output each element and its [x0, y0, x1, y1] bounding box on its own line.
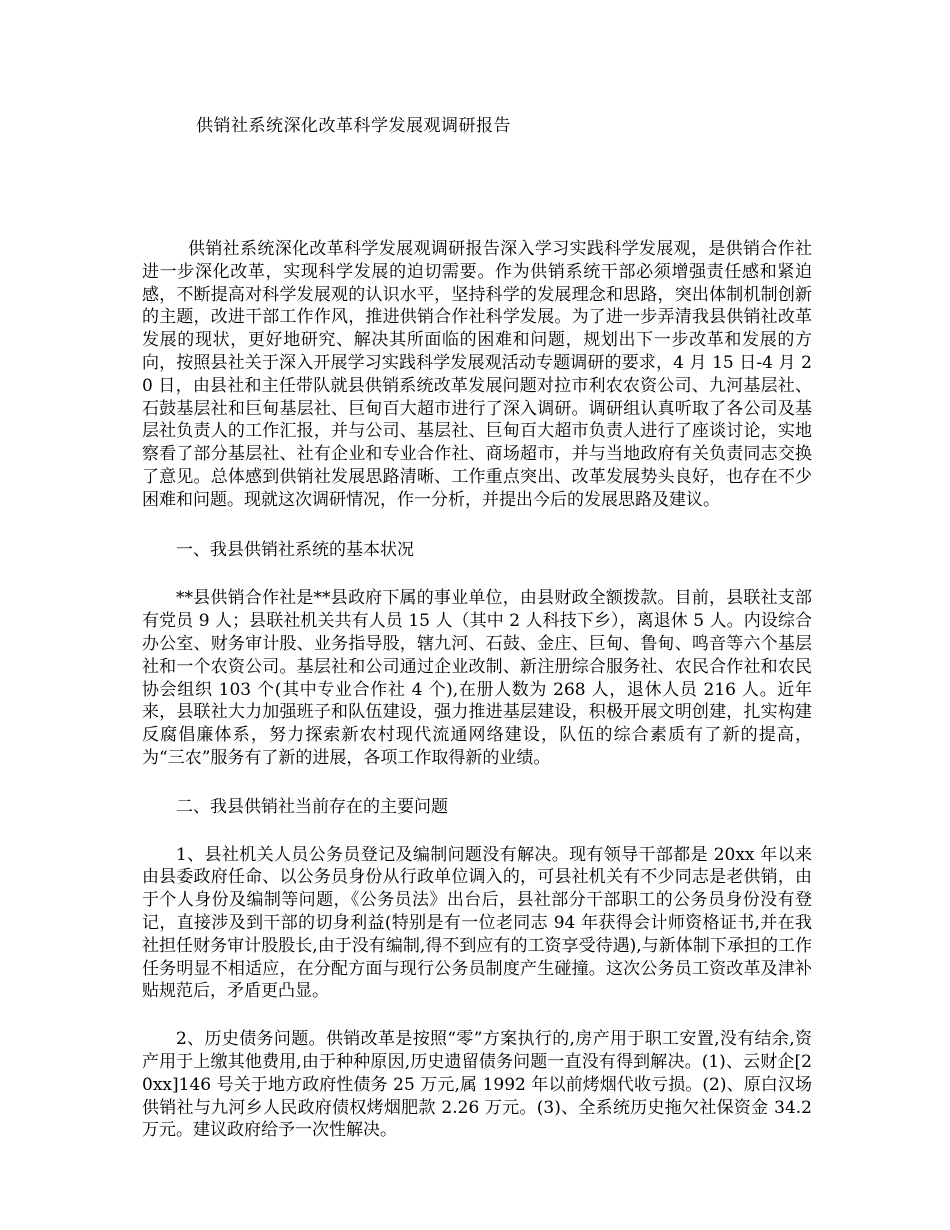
paragraph-spacer [142, 561, 812, 587]
intro-paragraph: 供销社系统深化改革科学发展观调研报告深入学习实践科学发展观，是供销合作社进一步深化改革，实现科学发展的迫切需要。作为供销系统干部必须增强责任感和紧迫感，不断提高对科学发展观的认识水平，坚持科学的发展理念和思路，突出体制机制创新的主题，改进干部工作作风，推进供销合作社科学发展。为了进一步弄清我县供销社改革发展的现状，更好地研究、解决其所面临的困难和问题，规划出下一步改革和发展的方向，按照县社关于深入开展学习实践科学发展观活动专题调研的要求，4 月 15 日-4 月 20 日，由县社和主任带队就县供销系统改革发展问题对拉市利农农资公司、九河基层社、石鼓基层社和巨甸基层社、巨甸百大超市进行了深入调研。调研组认真听取了各公司及基层社负责人的工作汇报，并与公司、基层社、巨甸百大超市负责人进行了座谈讨论，实地察看了部分基层社、社有企业和专业合作社、商场超市，并与当地政府有关负责同志交换了意见。总体感到供销社发展思路清晰、工作重点突出、改革发展势头良好，也存在不少困难和问题。现就这次调研情况，作一分析，并提出今后的发展思路及建议。 [142, 239, 812, 510]
basic-status-paragraph: **县供销合作社是**县政府下属的事业单位，由县财政全额拨款。目前，县联社支部有党员 9 人；县联社机关共有人员 15 人（其中 2 人科技下乡），离退休 5 人。内设综合办公室、财务审计股、业务指导股，辖九河、石鼓、金庄、巨甸、鲁甸、鸣音等六个基层社和一个农资公司。基层社和公司通过企业改制、新注册综合服务社、农民合作社和农民协会组织 103 个(其中专业合作社 4 个),在册人数为 268 人，退休人员 216 人。近年来，县联社大力加强班子和队伍建设，强力推进基层建设，积极开展文明创建，扎实构建反腐倡廉体系，努力探索新农村现代流通网络建设，队伍的综合素质有了新的提高，为“三农”服务有了新的进展，各项工作取得新的业绩。 [142, 588, 812, 768]
section-heading-basic-status: 一、我县供销社系统的基本状况 [176, 539, 414, 560]
problem-1-paragraph: 1、县社机关人员公务员登记及编制问题没有解决。现有领导干部都是 20xx 年以来由县委政府任命、以公务员身份从行政单位调入的，可县社机关有不少同志是老供销，由于个人身份及编制等问题，《公务员法》出台后，县社部分干部职工的公务员身份没有登记，直接涉及到干部的切身利益(特别是有一位老同志 94 年获得会计师资格证书,并在我社担任财务审计股股长,由于没有编制,得不到应有的工资享受待遇),与新体制下承担的工作任务明显不相适应，在分配方面与现行公务员制度产生碰撞。这次公务员工资改革及津补贴规范后，矛盾更凸显。 [142, 844, 812, 1002]
paragraph-spacer [142, 1003, 812, 1028]
paragraph-spacer [142, 819, 812, 844]
section-heading-main-problems: 二、我县供销社当前存在的主要问题 [176, 796, 448, 817]
document-body [142, 238, 812, 1142]
paragraph-spacer [142, 512, 812, 539]
problem-2-paragraph: 2、历史债务问题。供销改革是按照“零”方案执行的,房产用于职工安置,没有结余,资产用于上缴其他费用,由于种种原因,历史遗留债务问题一直没有得到解决。(1)、云财企[20xx]146 号关于地方政府性债务 25 万元,属 1992 年以前烤烟代收亏损。(2)、原白汉场供销社与九河乡人民政府债权烤烟肥款 2.26 万元。(3)、全系统历史拖欠社保资金 34.2 万元。建议政府给予一次性解决。 [142, 1029, 812, 1141]
paragraph-spacer [142, 770, 812, 796]
document-title: 供销社系统深化改革科学发展观调研报告 [196, 116, 511, 136]
